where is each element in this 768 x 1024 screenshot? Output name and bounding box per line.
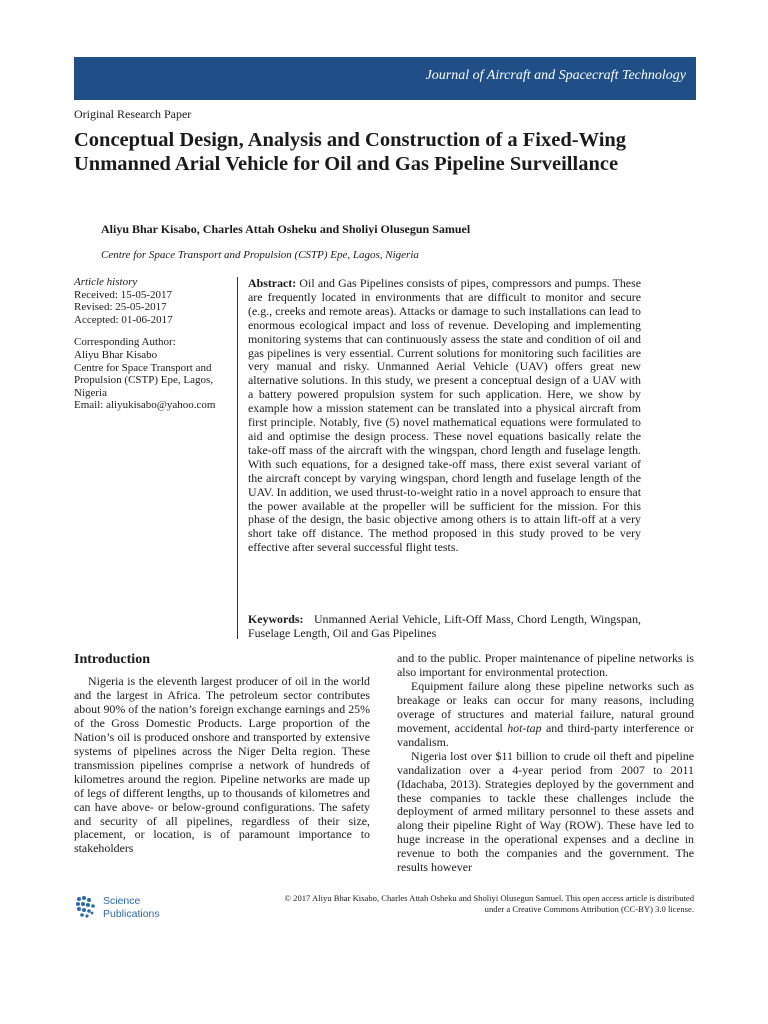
abstract xyxy=(248,277,641,555)
publisher-name: Science Publications xyxy=(103,895,160,920)
abstract-label: Abstract: xyxy=(248,276,297,290)
paper-title: Conceptual Design, Analysis and Construction of a Fixed-Wing Unmanned Arial Vehicle for Oil and Gas Pipeline Surveillance xyxy=(74,129,627,175)
article-history-label: Article history xyxy=(74,276,138,288)
accepted-date: Accepted: 01-06-2017 xyxy=(74,313,173,326)
keywords-label: Keywords: xyxy=(248,612,304,626)
journal-banner xyxy=(74,57,696,100)
corresponding-name: Aliyu Bhar Kisabo xyxy=(74,348,158,361)
body-column-left xyxy=(74,675,370,856)
column-divider xyxy=(237,277,238,639)
corresponding-address-2: Propulsion (CSTP) Epe, Lagos, xyxy=(74,374,214,387)
article-meta xyxy=(74,276,232,412)
intro-paragraph-3: Nigeria lost over $11 billion to crude oil theft and pipeline vandalization over a 4-year period from 2007 to 2011 (Idachaba, 2013). Strategies deployed by the government and these companies to tackle these challenges include the deployment of armed military personnel to these assets and along their pipeline Right of Way (ROW). These have led to huge increase in the operational expenses and a decline in revenue to both the companies and the government. The results however xyxy=(397,748,694,875)
introduction-heading: Introduction xyxy=(74,652,150,667)
paper-type: Original Research Paper xyxy=(74,107,192,121)
corresponding-label: Corresponding Author: xyxy=(74,336,176,349)
author-list: Aliyu Bhar Kisabo, Charles Attah Osheku and Sholiyi Olusegun Samuel xyxy=(101,222,471,236)
keywords xyxy=(248,612,641,640)
received-date: Received: 15-05-2017 xyxy=(74,288,173,301)
corresponding-address-1: Centre for Space Transport and xyxy=(74,361,212,374)
intro-paragraph-continued: and to the public. Proper maintenance of pipeline networks is also important for environmental protection. xyxy=(397,651,694,679)
license-note xyxy=(250,893,694,914)
license-line-1: © 2017 Aliyu Bhar Kisabo, Charles Attah Osheku and Sholiyi Olusegun Samuel. This open access article is distributed xyxy=(284,893,694,903)
keywords-text: Unmanned Aerial Vehicle, Lift-Off Mass, Chord Length, Wingspan, Fuselage Length, Oil and Gas Pipelines xyxy=(248,612,641,640)
body-column-right xyxy=(397,652,694,875)
corresponding-address-3: Nigeria xyxy=(74,386,107,399)
intro-paragraph-1: Nigeria is the eleventh largest producer of oil in the world and the largest in Africa. The petroleum sector contributes about 90% of the nation’s foreign exchange earnings and 25% of the Gross Domestic Products. Large proportion of the Nation’s oil is produced onshore and transported by extensive systems of pipelines across the Niger Delta region. These transmission pipelines comprise a network of hundreds of kilometres around the region. Pipeline networks are made up of legs of different lengths, up to thousands of kilometres and can have above- or below-ground configurations. The safety and security of all pipelines, regardless of their size, placement, or location, is of paramount importance to stakeholders xyxy=(74,674,370,856)
license-line-2: under a Creative Commons Attribution (CC-BY) 3.0 license. xyxy=(484,903,694,914)
journal-name: Journal of Aircraft and Spacecraft Technology xyxy=(425,68,686,83)
intro-paragraph-2: Equipment failure along these pipeline networks such as breakage or leaks can occur for many reasons, including overage of structures and material failure, natural ground movement, accidental hot-tap and third-party interference or vandalism. xyxy=(397,678,694,749)
corresponding-email[interactable]: Email: aliyukisabo@yahoo.com xyxy=(74,399,216,412)
affiliation: Centre for Space Transport and Propulsion (CSTP) Epe, Lagos, Nigeria xyxy=(101,249,419,261)
abstract-text: Oil and Gas Pipelines consists of pipes, compressors and pumps. These are frequently located in environments that are difficult to monitor and secure (e.g., creeks and remote areas). Attacks or damage to such installations can lead to enormous ecological impact and loss of revenue. Developing and implementing monitoring systems that can continuously assess the state and condition of oil and gas pipelines is very essential. Current solutions for monitoring such facilities are very manual and risky. Unmanned Aerial Vehicle (UAV) offers great new alternative solutions. In this study, we present a conceptual design of a UAV with a battery powered propulsion system for such application. Here, we show by example how a mission statement can be translated into a physical aircraft from first principle. Notably, five (5) novel mathematical equations were formulated to aid and optimise the design process. These novel equations basically relate the take-off mass of the aircraft with the wingspan, chord length and fuselage length. With such equations, for a designed take-off mass, there exist several variant of the aircraft concept by varying wingspan, chord length and fuselage length of the UAV. In addition, we used thrust-to-weight ratio in a novel approach to ensure that the power available at the propeller will be sufficient for the mission. For this phase of the design, the basic objective among others is to attain lift-off at a very short take off distance. The method proposed in this study proved to be very effective after several successful flight tests. xyxy=(248,276,641,555)
revised-date: Revised: 25-05-2017 xyxy=(74,301,167,314)
